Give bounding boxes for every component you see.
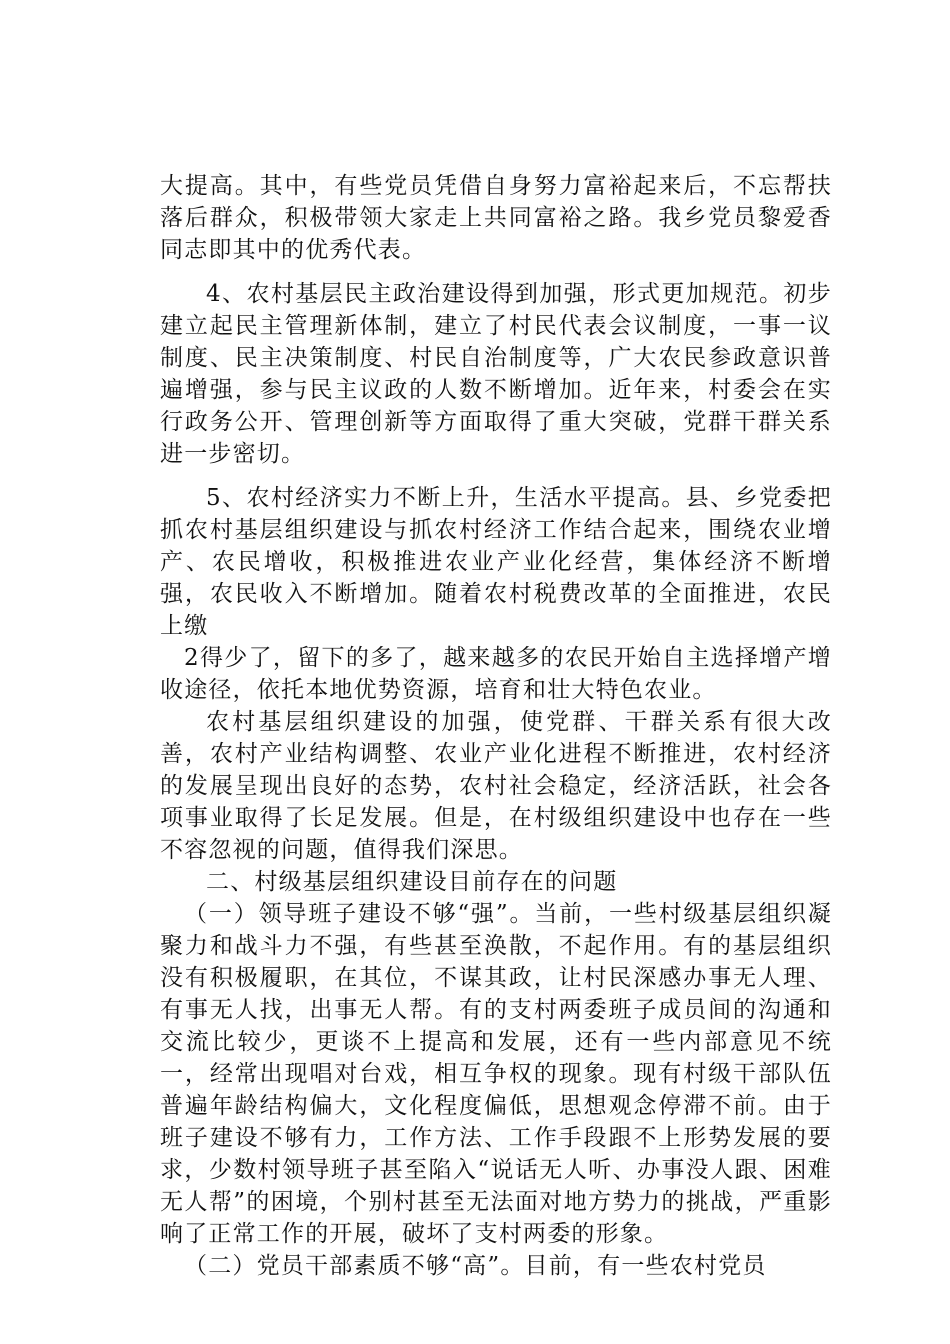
paragraph-7: （二）党员干部素质不够“高”。目前，有一些农村党员: [184, 1253, 767, 1279]
section-heading: 二、村级基层组织建设目前存在的问题: [206, 869, 618, 895]
paragraph-3: 5、农村经济实力不断上升，生活水平提高。县、乡党委把抓农村基层组织建设与抓农村经济工作结合起来，围绕农业增产、农民增收，积极推进农业产业化经营，集体经济不断增强，农民收入不断增加。随着农村税费改革的全面推进，农民上缴: [160, 485, 832, 639]
paragraph-5: 农村基层组织建设的加强，使党群、干群关系有很大改善，农村产业结构调整、农业产业化进程不断推进，农村经济的发展呈现出良好的态势，农村社会稳定，经济活跃，社会各项事业取得了长足发展。但是，在村级组织建设中也存在一些不容忽视的问题，值得我们深思。: [160, 709, 832, 863]
paragraph-2: 4、农村基层民主政治建设得到加强，形式更加规范。初步建立起民主管理新体制，建立了村民代表会议制度，一事一议制度、民主决策制度、村民自治制度等，广大农民参政意识普遍增强，参与民主议政的人数不断增加。近年来，村委会在实行政务公开、管理创新等方面取得了重大突破，党群干群关系进一步密切。: [160, 281, 832, 467]
document-body: [160, 170, 832, 1282]
paragraph-1: 大提高。其中，有些党员凭借自身努力富裕起来后，不忘帮扶落后群众，积极带领大家走上共同富裕之路。我乡党员黎爱香同志即其中的优秀代表。: [160, 173, 832, 263]
paragraph-6: （一）领导班子建设不够“强”。当前，一些村级基层组织凝聚力和战斗力不强，有些甚至涣散，不起作用。有的基层组织没有积极履职，在其位，不谋其政，让村民深感办事无人理、有事无人找，出事无人帮。有的支村两委班子成员间的沟通和交流比较少，更谈不上提高和发展，还有一些内部意见不统一，经常出现唱对台戏，相互争权的现象。现有村级干部队伍普遍年龄结构偏大，文化程度偏低，思想观念停滞不前。由于班子建设不够有力，工作方法、工作手段跟不上形势发展的要求，少数村领导班子甚至陷入“说话无人听、办事没人跟、困难无人帮”的困境，个别村甚至无法面对地方势力的挑战，严重影响了正常工作的开展，破坏了支村两委的形象。: [160, 901, 832, 1247]
paragraph-4: 2得少了，留下的多了，越来越多的农民开始自主选择增产增收途径，依托本地优势资源，培育和壮大特色农业。: [160, 645, 832, 703]
